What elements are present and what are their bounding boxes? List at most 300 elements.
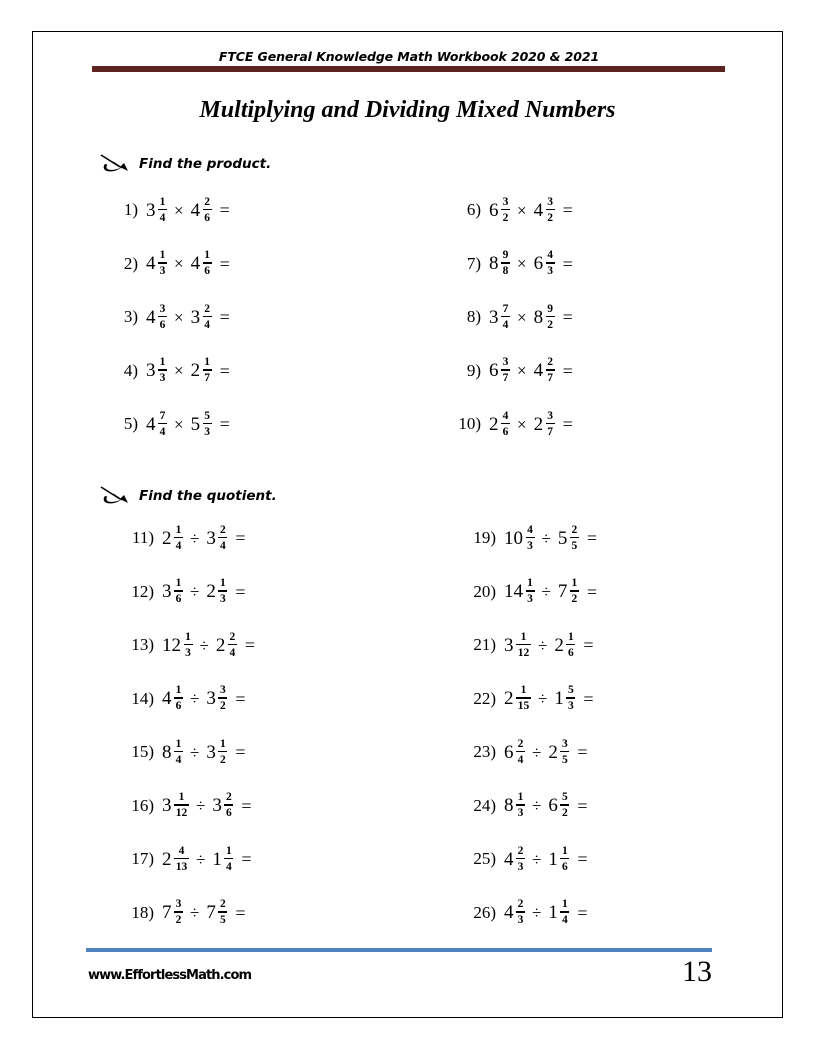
fraction-part [158,356,167,384]
fraction-bar [174,537,183,539]
whole-part: 6 [489,360,499,382]
mixed-number-second [216,631,237,659]
fraction-denominator: 2 [175,914,182,927]
whole-part: 1 [212,848,222,870]
fraction-denominator: 6 [225,807,232,820]
whole-part: 14 [504,581,523,603]
fraction-bar [203,316,212,318]
fraction-denominator: 6 [175,700,182,713]
problem-row [0,631,816,685]
mixed-number-second [191,357,212,385]
fraction-numerator: 2 [517,737,524,750]
section-heading-quotient [100,486,277,506]
fraction-part [174,577,183,605]
mixed-number-second [212,792,233,820]
fraction-part [203,303,212,331]
equals-sign: = [219,360,230,381]
fraction-bar [560,858,569,860]
fraction-denominator: 12 [517,646,530,659]
fraction-bar [526,537,535,539]
problem-item [124,845,252,873]
fraction-numerator: 4 [547,249,553,261]
whole-part: 12 [162,634,181,656]
operator-symbol: ÷ [190,528,200,548]
fraction-denominator: 4 [159,211,166,224]
fraction-numerator: 2 [204,302,210,315]
operator-symbol: × [517,361,527,381]
fraction-numerator: 2 [547,356,553,368]
fraction-denominator: 6 [561,860,568,873]
problem-row [0,303,816,357]
fraction-part [526,524,535,552]
whole-part: 4 [162,688,172,710]
equals-sign: = [241,795,252,816]
whole-part: 2 [162,527,172,549]
mixed-number-second [206,524,227,552]
footer-website: www.EffortlessMath.com [88,968,252,983]
operator-symbol: × [517,200,527,220]
fraction-part [560,738,569,766]
fraction-denominator: 2 [219,753,226,766]
fraction-bar [203,209,212,211]
whole-part: 3 [190,306,201,328]
mixed-number-second [548,738,569,766]
operator-symbol: ÷ [532,742,542,762]
operator-symbol: × [517,254,527,274]
whole-part: 3 [212,795,222,817]
fraction-denominator: 3 [204,425,210,438]
problem-number: 13) [131,635,154,655]
pen-icon [100,154,130,174]
fraction-part [203,196,212,224]
problem-item [466,792,588,820]
fraction-bar [203,369,212,371]
operator-symbol: ÷ [541,582,551,602]
fraction-numerator: 5 [561,791,568,803]
fraction-numerator: 1 [175,523,182,536]
fraction-denominator: 3 [527,539,533,552]
fraction-denominator: 3 [219,593,226,606]
operator-symbol: ÷ [532,796,542,816]
fraction-denominator: 7 [547,425,553,438]
problem-number: 9) [466,360,481,380]
problem-item [455,196,573,224]
problem-row [0,792,816,846]
pen-icon [100,486,130,506]
fraction-denominator: 6 [567,646,574,659]
fraction-numerator: 7 [502,302,509,315]
equals-sign: = [577,902,588,923]
fraction-numerator: 2 [204,195,210,208]
whole-part: 7 [162,902,172,924]
mixed-number-first [146,196,167,224]
operator-symbol: ÷ [538,689,548,709]
fraction-numerator: 1 [175,737,182,750]
fraction-numerator: 1 [520,684,527,696]
fraction-bar [566,697,575,699]
fraction-numerator: 1 [571,577,578,589]
mixed-number-second [554,685,575,713]
fraction-part [158,303,167,331]
equals-sign: = [241,849,252,870]
fraction-denominator: 7 [204,372,210,385]
fraction-numerator: 1 [175,684,182,696]
fraction-denominator: 5 [571,539,578,552]
fraction-bar [218,590,227,592]
problem-item [112,303,230,331]
whole-part: 4 [533,360,544,382]
whole-part: 1 [548,902,558,924]
fraction-bar [516,751,525,753]
page-title: Multiplying and Dividing Mixed Numbers [199,97,616,123]
problem-number: 17) [131,849,154,869]
fraction-numerator: 1 [520,630,527,643]
fraction-denominator: 4 [204,318,210,331]
fraction-part [516,684,531,712]
fraction-part [560,898,569,926]
fraction-numerator: 4 [178,844,185,857]
whole-part: 3 [206,741,216,763]
problem-item [466,899,588,927]
whole-part: 4 [146,413,156,435]
fraction-part [218,577,227,605]
fraction-denominator: 6 [159,318,166,331]
whole-part: 3 [146,199,156,221]
fraction-numerator: 3 [159,302,166,315]
operator-symbol: × [174,254,184,274]
fraction-part [218,524,227,552]
whole-part: 2 [489,413,499,435]
fraction-bar [174,858,189,860]
fraction-denominator: 3 [567,700,574,713]
problem-row [0,578,816,632]
fraction-part [501,303,510,331]
problem-number: 2) [123,253,138,273]
whole-part: 8 [533,306,544,328]
fraction-part [203,356,212,384]
equals-sign: = [562,200,573,221]
equals-sign: = [583,635,594,656]
whole-part: 2 [206,581,216,603]
problem-item [466,524,597,552]
problem-number: 1) [123,200,138,220]
fraction-bar [218,537,227,539]
fraction-numerator: 1 [204,249,210,261]
fraction-denominator: 2 [571,593,578,606]
whole-part: 8 [489,253,499,275]
mixed-number-first [489,410,510,438]
fraction-bar [174,697,183,699]
mixed-number-second [191,303,212,331]
mixed-number-first [162,578,183,606]
equals-sign: = [577,849,588,870]
fraction-part [184,631,193,659]
fraction-denominator: 6 [175,593,182,606]
operator-symbol: × [517,307,527,327]
fraction-numerator: 5 [567,684,574,696]
section-heading-product [100,154,271,174]
problem-item [466,738,588,766]
operator-symbol: × [517,414,527,434]
fraction-bar [158,209,167,211]
mixed-number-second [206,738,227,766]
fraction-part [546,196,555,224]
whole-part: 4 [533,199,544,221]
fraction-bar [218,751,227,753]
fraction-denominator: 4 [561,914,568,927]
fraction-bar [174,911,183,913]
fraction-denominator: 8 [502,265,509,278]
fraction-denominator: 3 [185,646,191,659]
fraction-denominator: 2 [547,318,553,331]
fraction-bar [560,911,569,913]
fraction-bar [516,911,525,913]
mixed-number-second [191,250,212,278]
mixed-number-first [489,357,510,385]
whole-part: 6 [504,741,514,763]
fraction-bar [228,644,237,646]
fraction-bar [224,804,233,806]
problem-number: 26) [473,902,496,922]
mixed-number-second [558,578,579,606]
whole-part: 4 [504,902,514,924]
fraction-part [516,898,525,926]
fraction-numerator: 3 [561,737,568,750]
fraction-part [546,249,555,277]
mixed-number-first [504,738,525,766]
problem-item [455,410,573,438]
mixed-number-first [504,685,531,713]
problem-number: 11) [131,528,154,548]
whole-part: 2 [190,360,201,382]
fraction-numerator: 1 [567,630,574,643]
mixed-number-second [206,899,227,927]
fraction-part [501,356,510,384]
mixed-number-second [534,250,555,278]
problem-item [466,685,594,713]
fraction-bar [501,262,510,264]
whole-part: 5 [557,527,568,549]
fraction-denominator: 4 [219,539,226,552]
problem-item [466,845,588,873]
mixed-number-first [504,524,535,552]
fraction-part [174,684,183,712]
problem-number: 12) [131,581,154,601]
mixed-number-second [534,357,555,385]
fraction-part [203,249,212,277]
fraction-numerator: 4 [527,523,533,536]
whole-part: 3 [206,527,216,549]
operator-symbol: ÷ [199,635,209,655]
mixed-number-second [548,845,569,873]
equals-sign: = [586,581,597,602]
whole-part: 8 [162,741,172,763]
problem-number: 14) [131,688,154,708]
footer-divider-rule [86,948,712,952]
equals-sign: = [235,688,246,709]
mixed-number-first [504,899,525,927]
problem-row [0,524,816,578]
problem-item [455,357,573,385]
mixed-number-second [206,578,227,606]
fraction-numerator: 2 [517,898,524,910]
header-divider-rule [92,66,725,72]
fraction-bar [546,369,555,371]
mixed-number-second [212,845,233,873]
fraction-part [174,524,183,552]
equals-sign: = [577,795,588,816]
fraction-denominator: 2 [561,807,568,820]
fraction-numerator: 5 [204,409,210,422]
problem-row [0,357,816,411]
fraction-part [566,631,575,659]
mixed-number-first [489,303,510,331]
fraction-denominator: 7 [547,372,553,385]
fraction-numerator: 3 [547,195,553,208]
fraction-denominator: 4 [517,753,524,766]
problem-number: 24) [473,795,496,815]
fraction-bar [566,644,575,646]
fraction-bar [158,369,167,371]
fraction-numerator: 1 [178,791,185,803]
mixed-number-second [534,196,555,224]
mixed-number-second [206,685,227,713]
fraction-bar [501,209,510,211]
fraction-denominator: 12 [175,807,188,820]
whole-part: 6 [548,795,558,817]
problem-item [112,250,230,278]
problem-item [112,357,230,385]
mixed-number-first [489,250,510,278]
mixed-number-second [534,303,555,331]
fraction-bar [560,804,569,806]
fraction-bar [501,369,510,371]
fraction-part [218,898,227,926]
fraction-bar [546,423,555,425]
operator-symbol: ÷ [196,796,206,816]
fraction-numerator: 2 [225,791,232,803]
fraction-denominator: 4 [175,539,182,552]
whole-part: 4 [146,306,156,328]
fraction-numerator: 4 [502,409,509,422]
mixed-number-first [504,845,525,873]
fraction-numerator: 1 [185,630,191,643]
fraction-denominator: 3 [527,593,533,606]
fraction-part [224,845,233,873]
equals-sign: = [562,307,573,328]
fraction-numerator: 1 [527,577,533,589]
fraction-bar [570,537,579,539]
fraction-numerator: 2 [517,844,524,857]
fraction-part [218,684,227,712]
problem-item [455,303,573,331]
fraction-numerator: 1 [204,356,210,368]
fraction-bar [516,644,531,646]
whole-part: 2 [548,741,558,763]
equals-sign: = [235,742,246,763]
mixed-number-first [146,250,167,278]
problem-item [124,685,246,713]
problem-row [0,899,816,953]
whole-part: 2 [215,634,226,656]
problem-item [466,631,594,659]
mixed-number-second [534,410,555,438]
fraction-numerator: 1 [219,577,226,589]
problem-item [466,578,597,606]
operator-symbol: × [174,307,184,327]
fraction-part [516,631,531,659]
problem-item [124,792,252,820]
fraction-numerator: 9 [547,302,553,315]
problem-item [124,578,246,606]
fraction-numerator: 1 [225,844,232,857]
fraction-denominator: 5 [219,914,226,927]
problem-row [0,250,816,304]
problem-number: 25) [473,849,496,869]
problem-number: 19) [473,528,496,548]
fraction-part [174,791,189,819]
problem-number: 7) [466,253,481,273]
equals-sign: = [562,360,573,381]
equals-sign: = [562,253,573,274]
fraction-bar [218,697,227,699]
problem-item [112,196,230,224]
whole-part: 6 [489,199,499,221]
fraction-bar [203,262,212,264]
fraction-part [218,738,227,766]
equals-sign: = [244,635,255,656]
fraction-numerator: 3 [219,684,226,696]
fraction-numerator: 2 [571,523,578,536]
mixed-number-second [548,899,569,927]
problem-number: 23) [473,742,496,762]
fraction-part [174,845,189,873]
problem-number: 21) [473,635,496,655]
mixed-number-first [162,792,189,820]
fraction-denominator: 2 [219,700,226,713]
section-label-quotient: Find the quotient. [139,488,277,504]
fraction-part [560,791,569,819]
problem-item [455,250,573,278]
mixed-number-first [162,738,183,766]
problem-row [0,845,816,899]
equals-sign: = [235,528,246,549]
fraction-part [203,410,212,438]
fraction-part [501,410,510,438]
mixed-number-second [554,631,575,659]
problem-item [124,524,246,552]
whole-part: 4 [190,253,201,275]
problem-item [112,410,230,438]
mixed-number-second [191,410,212,438]
mixed-number-second [548,792,569,820]
equals-sign: = [583,688,594,709]
fraction-denominator: 3 [517,914,524,927]
whole-part: 3 [504,634,514,656]
whole-part: 2 [554,634,564,656]
fraction-part [501,196,510,224]
fraction-part [516,791,525,819]
fraction-numerator: 1 [517,791,524,803]
whole-part: 1 [554,688,564,710]
fraction-part [570,577,579,605]
mixed-number-first [504,792,525,820]
whole-part: 4 [190,199,201,221]
fraction-numerator: 3 [502,356,509,368]
problem-number: 16) [131,795,154,815]
fraction-part [224,791,233,819]
fraction-part [516,738,525,766]
